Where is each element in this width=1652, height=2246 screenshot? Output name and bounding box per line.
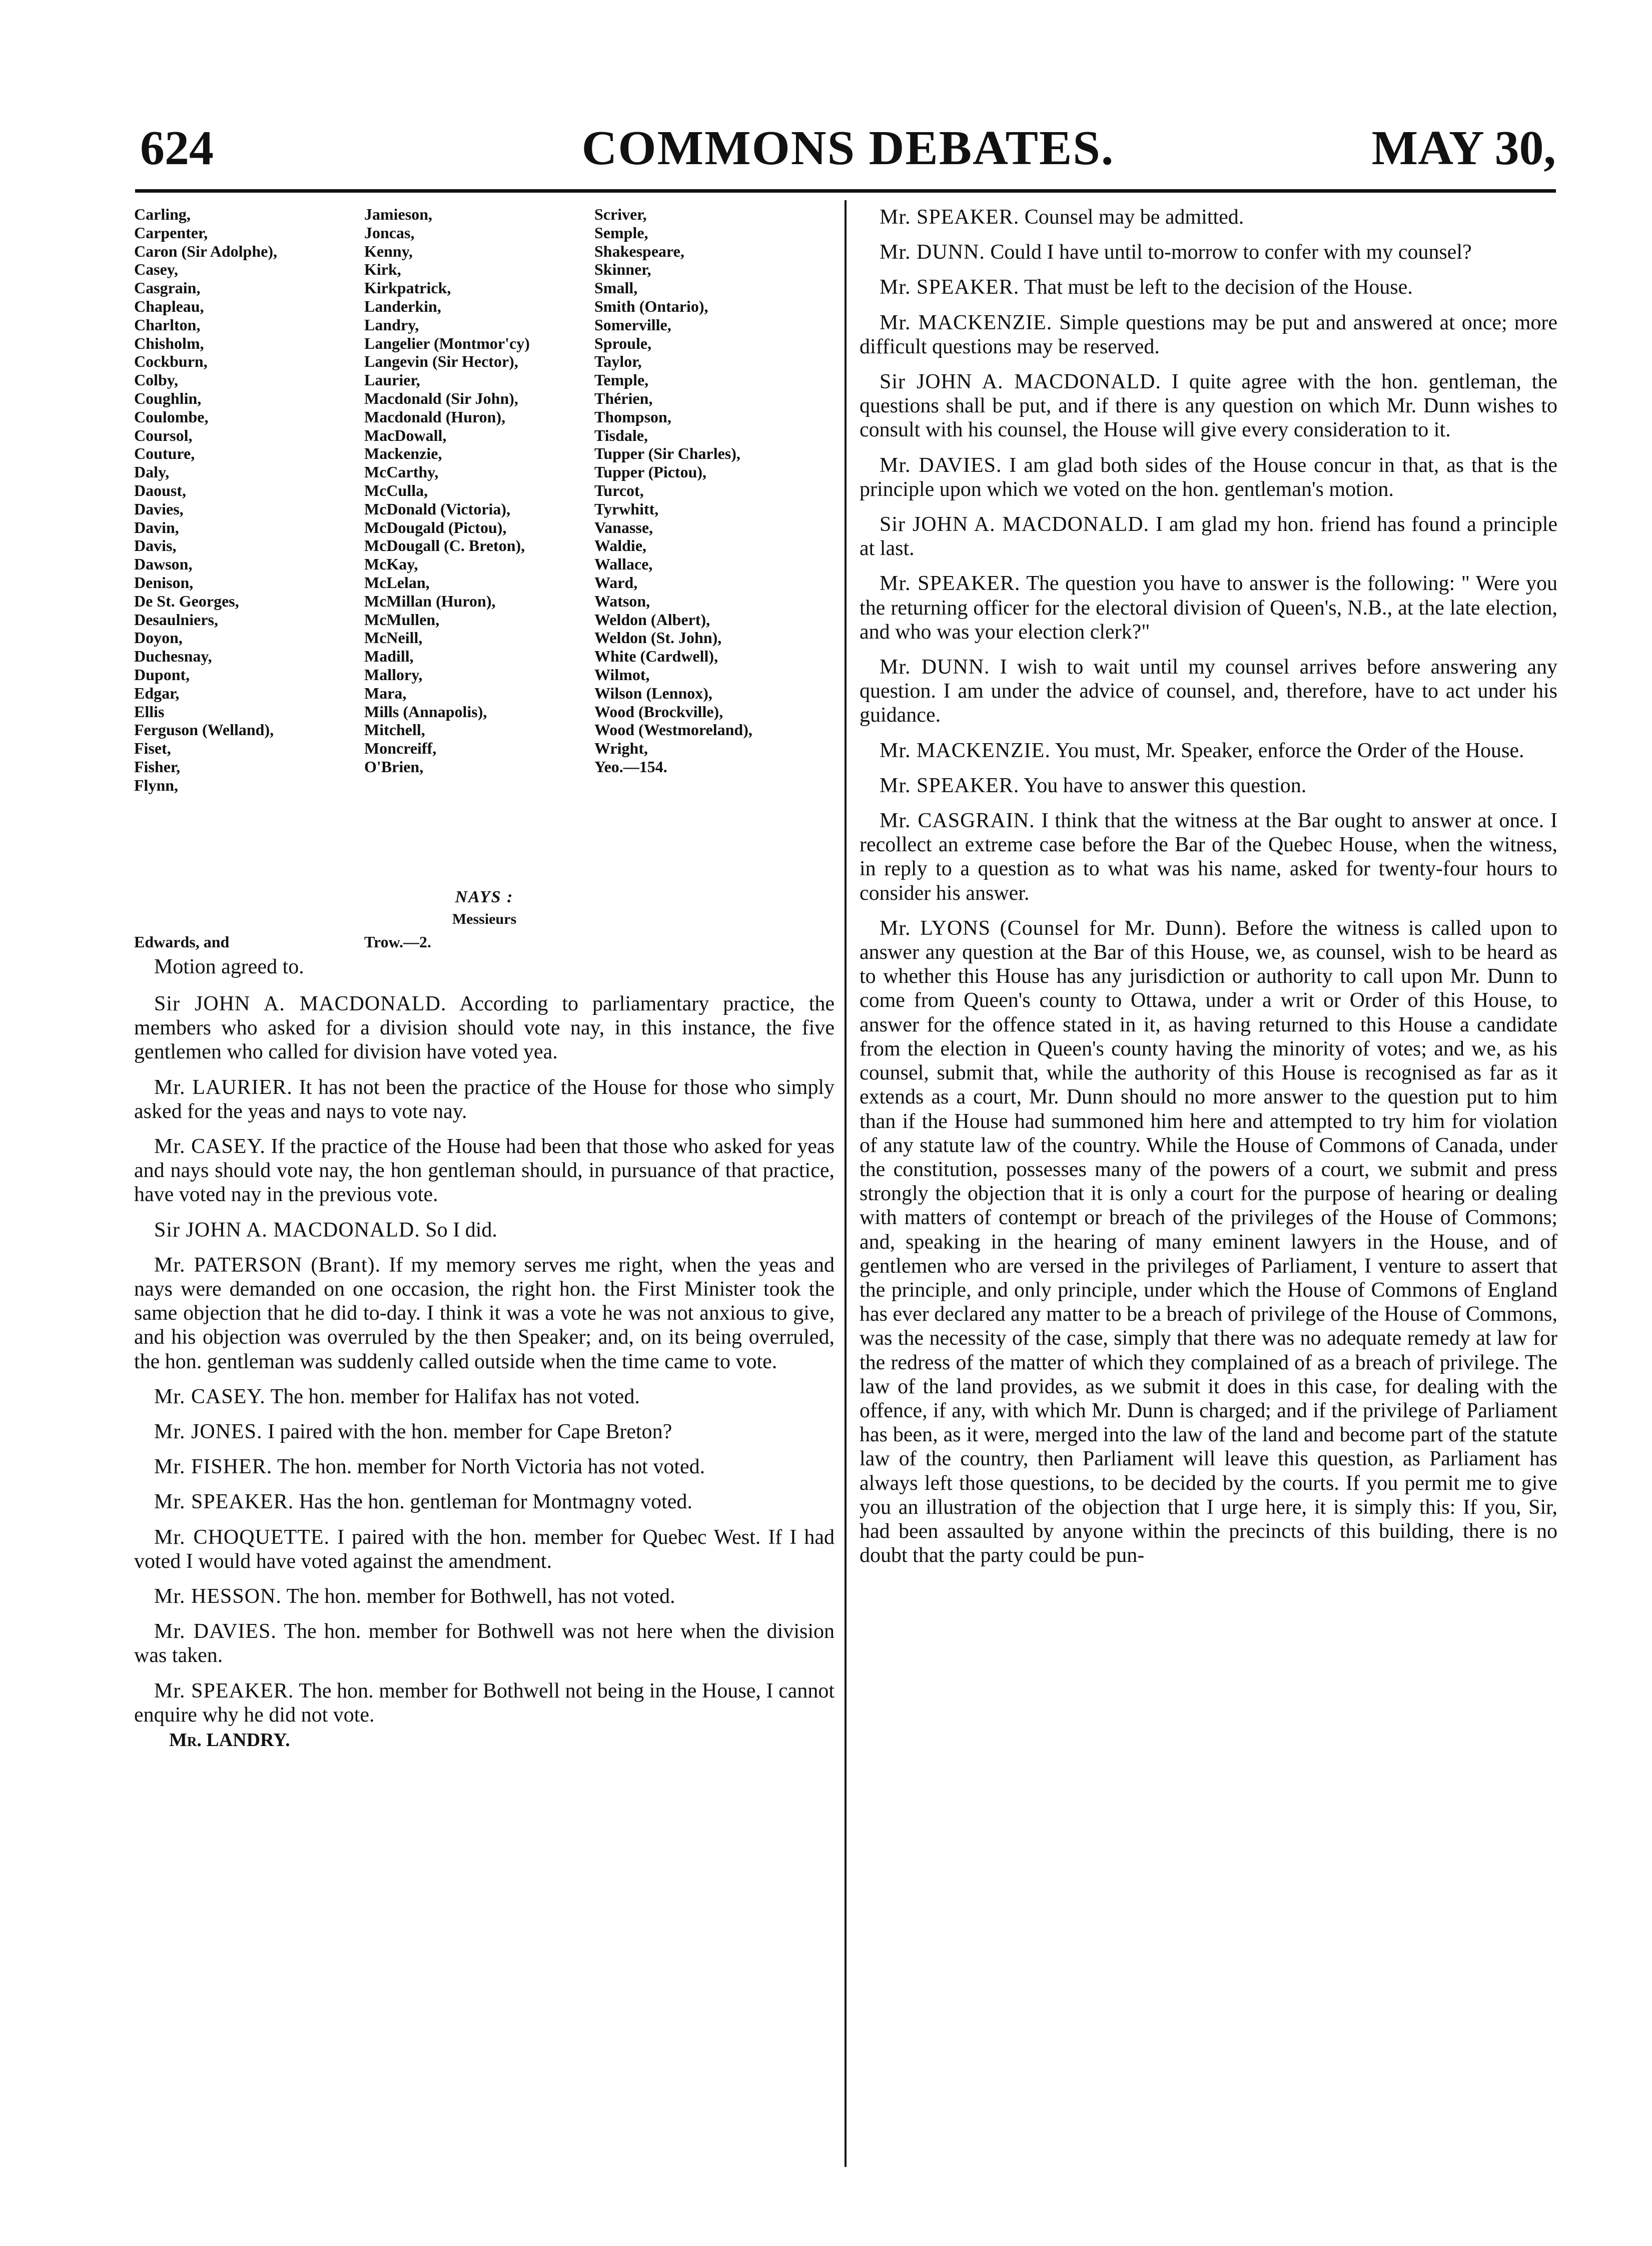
member-name: Langevin (Sir Hector), <box>364 352 518 371</box>
member-name: Wright, <box>594 739 648 758</box>
member-name: Ward, <box>594 573 638 592</box>
member-name: Wallace, <box>594 555 653 574</box>
nays-heading: NAYS : <box>455 888 514 906</box>
speech-paragraph <box>134 1075 835 1124</box>
speech-paragraph <box>134 1385 835 1409</box>
member-name: Flynn, <box>134 776 179 794</box>
member-name: Laurier, <box>364 371 420 389</box>
member-name: McDougald (Pictou), <box>364 518 507 536</box>
member-name: Mallory, <box>364 665 423 684</box>
member-name: Daoust, <box>134 481 187 499</box>
speaker-name: Mr. CASEY. <box>154 1135 266 1159</box>
member-name: Davis, <box>134 536 177 555</box>
member-name: Ferguson (Welland), <box>134 721 274 739</box>
speech-paragraph <box>860 205 1557 229</box>
speech-text: I paired with the hon. member for Cape Breton? <box>268 1420 672 1444</box>
speech-paragraph <box>134 1584 835 1608</box>
speaker-name: Mr. CHOQUETTE. <box>154 1525 330 1549</box>
speech-paragraph <box>860 655 1557 728</box>
member-name: Taylor, <box>594 352 642 371</box>
speaker-name: Mr. CASGRAIN. <box>880 809 1035 833</box>
speaker-name: Sir JOHN A. MACDONALD. <box>154 1218 420 1242</box>
speech-text: That must be left to the decision of the House. <box>1024 276 1413 299</box>
member-name: McMullen, <box>364 610 440 629</box>
speaker-name: Mr. SPEAKER. <box>880 276 1020 299</box>
member-name: Joncas, <box>364 223 415 242</box>
member-name: Fisher, <box>134 757 181 776</box>
speaker-name: Mr. LAURIER. <box>154 1075 293 1099</box>
speech-paragraph <box>134 1420 835 1444</box>
member-name: Wood (Westmoreland), <box>594 721 752 739</box>
speech-text: It has not been the practice of the House for those who simply asked for the yeas and nays to vote nay. <box>134 1075 835 1123</box>
member-name: Kenny, <box>364 242 413 260</box>
speaker-name: Sir JOHN A. MACDONALD. <box>880 513 1150 536</box>
speech-paragraph <box>134 992 835 1064</box>
member-name: McCarthy, <box>364 463 439 481</box>
member-name: Landerkin, <box>364 297 441 315</box>
speech-text: If my memory serves me right, when the yeas and nays were demanded on one occasion, the right hon. the First Minister took the same objection that he did to-day. I think it was a vote he was not anxious to give, and his objection was overruled by the then Speaker; and, on its being overruled, the hon. gentleman was suddenly called outside when the time came to vote. <box>134 1253 835 1373</box>
speech-paragraph <box>134 1135 835 1207</box>
member-name: Mackenzie, <box>364 444 442 463</box>
speech-text: I am glad both sides of the House concur in that, as that is the principle upon which we voted on the hon. gentleman's motion. <box>860 453 1558 501</box>
member-name: Skinner, <box>594 260 651 279</box>
member-name: Chisholm, <box>134 334 204 352</box>
yeas-column-1 <box>134 205 277 795</box>
member-name: Desaulniers, <box>134 610 218 629</box>
speech-text: According to parliamentary practice, the members who asked for a division should vote nay, in this instance, the five gentlemen who called for division have voted yea. <box>134 992 835 1064</box>
member-name: Davies, <box>134 499 184 518</box>
speaker-name: Sir JOHN A. MACDONALD. <box>154 992 447 1015</box>
member-name: De St. Georges, <box>134 592 239 610</box>
speech-text: Has the hon. gentleman for Montmagny voted. <box>299 1490 692 1514</box>
member-name: Wilson (Lennox), <box>594 684 712 702</box>
speaker-name: Sir JOHN A. MACDONALD. <box>880 370 1161 394</box>
member-name: Thérien, <box>594 389 653 407</box>
speech-paragraph <box>134 1455 835 1479</box>
member-name: Fiset, <box>134 739 171 758</box>
speaker-name: Mr. SPEAKER. <box>154 1490 294 1514</box>
speech-text: The hon. member for Halifax has not voted. <box>270 1385 640 1408</box>
member-name: Doyon, <box>134 629 183 647</box>
member-name: McNeill, <box>364 629 423 647</box>
left-speeches <box>134 955 835 1727</box>
speaker-name: Mr. DAVIES. <box>154 1620 277 1643</box>
left-column <box>134 205 835 1751</box>
speech-paragraph <box>134 1619 835 1667</box>
page-number: 624 <box>140 121 214 175</box>
member-name: Waldie, <box>594 536 647 555</box>
member-name: Duchesnay, <box>134 647 212 666</box>
speech-text: I paired with the hon. member for Quebec West. If I had voted I would have voted against the amendment. <box>134 1525 835 1573</box>
member-name: Wilmot, <box>594 665 650 684</box>
speech-paragraph <box>860 512 1557 560</box>
speech-text: So I did. <box>425 1218 497 1242</box>
member-name: Kirk, <box>364 260 401 279</box>
speech-text: You have to answer this question. <box>1024 774 1307 797</box>
speaker-name: Mr. SPEAKER. <box>880 572 1021 596</box>
speaker-name: Mr. MACKENZIE. <box>880 739 1051 762</box>
speech-paragraph <box>860 453 1557 501</box>
member-name: Scriver, <box>594 205 647 223</box>
member-name: Moncreiff, <box>364 739 437 758</box>
speech-paragraph <box>134 1218 835 1242</box>
member-name: Weldon (Albert), <box>594 610 710 629</box>
member-name: Watson, <box>594 592 650 610</box>
speech-text: I wish to wait until my counsel arrives before answering any question. I am under the advice of counsel, and, therefore, have to act under his guidance. <box>860 656 1557 727</box>
right-column <box>860 205 1557 1578</box>
speaker-name: Mr. DAVIES. <box>880 453 1002 477</box>
member-name: White (Cardwell), <box>594 647 718 666</box>
member-name: Chapleau, <box>134 297 204 315</box>
speech-paragraph <box>134 1253 835 1374</box>
speech-text: The hon. member for Bothwell, has not voted. <box>286 1585 675 1608</box>
member-name: Caron (Sir Adolphe), <box>134 242 277 260</box>
speaker-name: Mr. SPEAKER. <box>154 1679 294 1703</box>
speech-text: I quite agree with the hon. gentleman, the questions shall be put, and if there is any question on which Mr. Dunn wishes to consult with his counsel, the House will give every consideration to it. <box>860 370 1557 442</box>
nays-list <box>134 933 835 955</box>
member-name: Casey, <box>134 260 178 279</box>
speaker-name: Mr. DUNN. <box>880 241 985 264</box>
speaker-name: Mr. FISHER. <box>154 1455 273 1479</box>
member-name: Semple, <box>594 223 648 242</box>
speaker-name: Mr. HESSON. <box>154 1585 282 1608</box>
member-name: Denison, <box>134 573 194 592</box>
member-name: Charlton, <box>134 315 201 334</box>
member-name: Mara, <box>364 684 407 702</box>
member-name: Jamieson, <box>364 205 432 223</box>
speech-paragraph <box>860 275 1557 299</box>
nays-name: Trow.—2. <box>364 933 431 951</box>
header-rule <box>135 189 1556 193</box>
member-name: Coughlin, <box>134 389 202 407</box>
member-name: Carpenter, <box>134 223 208 242</box>
right-speeches <box>860 205 1557 1567</box>
speaker-name: Mr. SPEAKER. <box>880 774 1020 797</box>
member-name: Tyrwhitt, <box>594 499 659 518</box>
speech-paragraph <box>134 955 835 979</box>
member-name: McCulla, <box>364 481 428 499</box>
division-list <box>134 205 835 876</box>
member-name: Mills (Annapolis), <box>364 702 487 721</box>
speech-paragraph <box>860 572 1557 644</box>
member-name: Davin, <box>134 518 179 536</box>
member-name: MacDowall, <box>364 426 447 444</box>
member-name: Turcot, <box>594 481 644 499</box>
speech-paragraph <box>134 1490 835 1514</box>
member-name: Langelier (Montmor'cy) <box>364 334 530 352</box>
page-header <box>140 120 1556 175</box>
member-name: Madill, <box>364 647 414 666</box>
speech-text: I am glad my hon. friend has found a principle at last. <box>860 513 1557 560</box>
member-name: Tupper (Pictou), <box>594 463 707 481</box>
speech-paragraph <box>860 311 1557 359</box>
member-name: Tisdale, <box>594 426 648 444</box>
yeas-column-2 <box>364 205 530 776</box>
column-divider <box>845 200 847 2167</box>
member-name: Small, <box>594 279 638 297</box>
member-name: Smith (Ontario), <box>594 297 708 315</box>
speech-paragraph <box>860 809 1557 905</box>
speech-text: Motion agreed to. <box>154 955 304 978</box>
speech-paragraph <box>134 1525 835 1573</box>
member-name: Coursol, <box>134 426 193 444</box>
member-name: Thompson, <box>594 407 671 426</box>
member-name: Landry, <box>364 315 419 334</box>
speech-paragraph <box>860 240 1557 264</box>
speaker-name: Mr. SPEAKER. <box>880 206 1020 229</box>
member-name: Cockburn, <box>134 352 208 371</box>
member-name: Yeo.—154. <box>594 757 667 776</box>
speech-paragraph <box>860 916 1557 1567</box>
speech-paragraph <box>860 774 1557 798</box>
nays-name: Edwards, and <box>134 933 230 951</box>
member-name: Macdonald (Huron), <box>364 407 506 426</box>
speaker-name: Mr. CASEY. <box>154 1385 266 1408</box>
member-name: Casgrain, <box>134 279 201 297</box>
member-name: Dawson, <box>134 555 193 574</box>
messieurs-label: Messieurs <box>452 911 517 927</box>
speech-paragraph <box>860 370 1557 442</box>
member-name: McDougall (C. Breton), <box>364 536 525 555</box>
speech-text: If the practice of the House had been that those who asked for yeas and nays should vote nay, the hon gentleman should, in pursuance of that practice, have voted nay in the previous vote. <box>134 1135 835 1207</box>
member-name: Colby, <box>134 371 179 389</box>
speech-paragraph <box>134 1679 835 1727</box>
speech-text: Before the witness is called upon to answer any question at the Bar of this House, we, as counsel, wish to be heard as to whether this House has any jurisdiction or authority to call upon Mr. Dunn to come from Queen's county to Ottawa, under a writ or Order of this House, to answer for the offence stated in it, as having returned to this House a candidate from the election in Queen's county having the minority of votes; and we, as his counsel, submit that, while the authority of this House is recognised as far as it extends as a court, Mr. Dunn should no more answer to the question put to him than if the House had summoned him here and attempted to try him for violation of any statute law of the country. While the House of Commons of Canada, under the constitution, possesses many of the powers of a court, we submit and press strongly the objection that it is only a court for the purpose of hearing or dealing with matters of contempt or breach of the privileges of the House of Commons; and, speaking in the hearing of many eminent lawyers in the House, and of gentlemen who are versed in the privileges of Parliament, I venture to assert that the principle, and only principle, under which the House of Commons of England has ever declared any matter to be a breach of privilege of the House of Commons, was the necessity of the case, simply that there was no adequate remedy at law for the redress of the matter of which they complained of as a breach of privilege. The law of the land provides, as we submit it does in this case, for dealing with the offence, if any, with which Mr. Dunn is charged; and if the privilege of Parliament has been, as it were, merged into the law of the land and become part of the statute law of the country, then Parliament will leave this question, as Parliament has always left those questions, to be decided by the courts. If you permit me to give you an illustration of the objection that I urge here, it is simply this: If you, Sir, had been assaulted by anyone within the precincts of this building, there is no doubt that the party could be pun- <box>860 916 1557 1567</box>
member-name: Temple, <box>594 371 649 389</box>
member-name: Wood (Brockville), <box>594 702 723 721</box>
member-name: Shakespeare, <box>594 242 684 260</box>
member-name: Edgar, <box>134 684 180 702</box>
speech-text: The hon. member for North Victoria has not voted. <box>277 1455 705 1479</box>
member-name: Somerville, <box>594 315 671 334</box>
member-name: Coulombe, <box>134 407 209 426</box>
member-name: McKay, <box>364 555 418 574</box>
yeas-column-3 <box>594 205 752 776</box>
member-name: Macdonald (Sir John), <box>364 389 518 407</box>
speaker-name: Mr. PATERSON (Brant). <box>154 1253 381 1277</box>
member-name: Sproule, <box>594 334 652 352</box>
member-name: McDonald (Victoria), <box>364 499 511 518</box>
member-name: Ellis <box>134 702 165 721</box>
speech-text: I think that the witness at the Bar ought to answer at once. I recollect an extreme case before the Bar of the Quebec House, when the witness, in reply to a question as to what was his name, asked for twenty-four hours to consider his answer. <box>860 809 1558 905</box>
member-name: O'Brien, <box>364 757 424 776</box>
member-name: McLelan, <box>364 573 430 592</box>
speaker-name: Mr. JONES. <box>154 1420 263 1444</box>
member-name: Couture, <box>134 444 195 463</box>
speaker-name: Mr. MACKENZIE. <box>880 311 1053 334</box>
member-name: Vanasse, <box>594 518 653 536</box>
page-title: COMMONS DEBATES. <box>581 121 1115 175</box>
member-name: Weldon (St. John), <box>594 629 722 647</box>
speech-text: Could I have until to-morrow to confer with my counsel? <box>990 241 1472 264</box>
speaker-tail: Mr. LANDRY. <box>169 1730 290 1751</box>
member-name: Dupont, <box>134 665 190 684</box>
member-name: Kirkpatrick, <box>364 279 451 297</box>
member-name: McMillan (Huron), <box>364 592 496 610</box>
page-date: MAY 30, <box>1371 121 1556 175</box>
speech-text: The hon. member for Bothwell not being in the House, I cannot enquire why he did not vote. <box>134 1679 835 1727</box>
member-name: Daly, <box>134 463 170 481</box>
speaker-name: Mr. LYONS (Counsel for Mr. Dunn). <box>880 916 1227 940</box>
speech-paragraph <box>860 739 1557 763</box>
member-name: Mitchell, <box>364 721 425 739</box>
speech-text: The hon. member for Bothwell was not here when the division was taken. <box>134 1620 835 1667</box>
speech-text: You must, Mr. Speaker, enforce the Order of the House. <box>1055 739 1524 762</box>
speech-text: Simple questions may be put and answered at once; more difficult questions may be reserved. <box>860 311 1557 358</box>
member-name: Tupper (Sir Charles), <box>594 444 740 463</box>
speaker-name: Mr. DUNN. <box>880 656 990 679</box>
speech-text: Counsel may be admitted. <box>1024 206 1244 229</box>
speech-text: The question you have to answer is the following: " Were you the returning officer for the electoral division of Queen's, N.B., at the late election, and who was your election clerk?" <box>860 572 1558 644</box>
member-name: Carling, <box>134 205 191 223</box>
